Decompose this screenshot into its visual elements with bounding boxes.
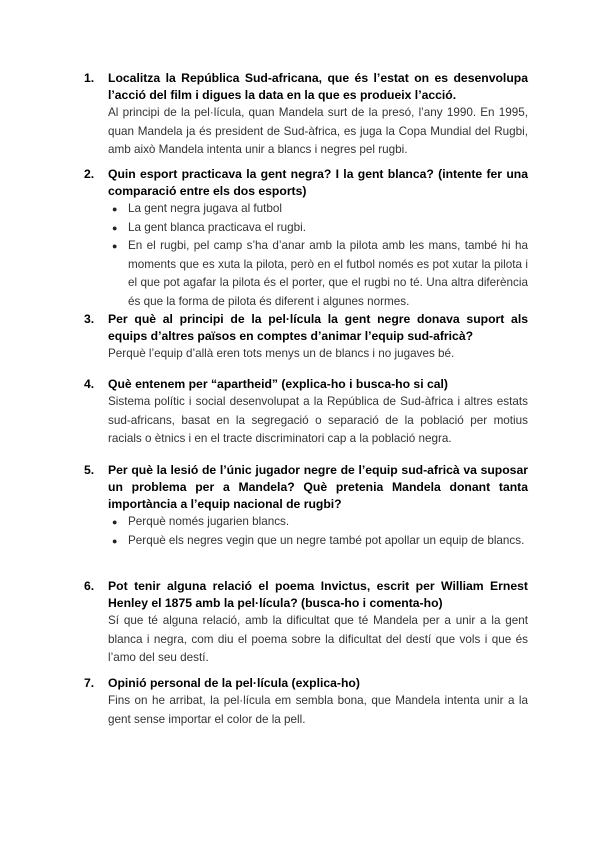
bullet-icon: ● <box>112 535 118 546</box>
question-text: Què entenem per “apartheid” (explica-ho i busca-ho si cal) <box>108 377 448 391</box>
question-text: Quin esport practicava la gent negra? I la gent blanca? (intente fer una comparació entre els dos esports) <box>108 167 528 198</box>
answer-text: Sistema polític i social desenvolupat a la República de Sud-àfrica i altres estats sud-africans, basat en la segregació o separació de la població per motius racials o ètnics i en el tracte discriminatori cap a la població negra. <box>108 395 528 445</box>
question-number: 1. <box>84 71 95 85</box>
question-number: 3. <box>84 312 95 326</box>
answer-text: Al principi de la pel·lícula, quan Mandela surt de la presó, l’any 1990. En 1995, quan Mandela ja és president de Sud-àfrica, es juga la Copa Mundial del Rugbi, amb això Mandela intenta unir a blancs i negres pel rugbi. <box>108 106 528 156</box>
question-2 <box>84 166 528 311</box>
question-number: 7. <box>84 676 95 690</box>
bullet-item: ● La gent negra jugava al futbol <box>108 200 528 219</box>
question-4 <box>84 376 528 449</box>
answer-text: Sí que té alguna relació, amb la dificultat que té Mandela per a unir a la gent blanca i negra, com diu el poema sobre la dificultat del destí que vols i que és l’amo del seu destí. <box>108 614 528 664</box>
question-6 <box>84 578 528 668</box>
bullet-icon: ● <box>112 517 118 527</box>
question-5 <box>84 462 528 550</box>
bullet-item: ● Perquè els negres vegin que un negre també pot apollar un equip de blancs. <box>108 532 528 551</box>
question-text: Opinió personal de la pel·lícula (explica-ho) <box>108 676 360 690</box>
bullet-item: ● La gent blanca practicava el rugbi. <box>108 219 528 238</box>
answer-bullet-list <box>108 513 528 550</box>
question-number: 6. <box>84 579 95 593</box>
bullet-icon: ● <box>112 204 118 214</box>
question-text: Per què al principi de la pel·lícula la gent negre donava suport als equips d’altres països en comptes d’animar l’equip sud-africà? <box>108 312 528 343</box>
question-number: 2. <box>84 167 95 181</box>
question-number: 4. <box>84 377 95 391</box>
question-3 <box>84 311 528 364</box>
question-number: 5. <box>84 463 95 477</box>
bullet-icon: ● <box>112 241 118 251</box>
answer-text: Fins on he arribat, la pel·lícula em sembla bona, que Mandela intenta unir a la gent sense importar el color de la pell. <box>108 694 528 726</box>
question-7 <box>84 675 528 729</box>
question-text: Per què la lesió de l’únic jugador negre de l’equip sud-africà va suposar un problema per a Mandela? Què pretenia Mandela donant tanta importància a l’equip nacional de rugbi? <box>108 463 528 511</box>
bullet-item: ● Perquè només jugarien blancs. <box>108 513 528 532</box>
answer-bullet-list <box>108 200 528 311</box>
answer-text: Perquè l’equip d’allà eren tots menys un de blancs i no jugaves bé. <box>108 347 455 360</box>
question-text: Pot tenir alguna relació el poema Invictus, escrit per William Ernest Henley el 1875 amb la pel·lícula? (busca-ho i comenta-ho) <box>108 579 528 610</box>
bullet-icon: ● <box>112 222 118 233</box>
question-1 <box>84 70 528 160</box>
question-text: Localitza la República Sud-africana, que és l’estat on es desenvolupa l’acció del film i digues la data en la que es produeix l’acció. <box>108 71 528 102</box>
bullet-item: ● En el rugbi, pel camp s’ha d’anar amb la pilota amb les mans, també hi ha moments que es xuta la pilota, però en el futbol només es pot xutar la pilota i el que pot agafar la pilota és el porter, que el rugbi no té. Una altra diferència és que la forma de pilota és diferent i algunes normes. <box>112 239 528 308</box>
